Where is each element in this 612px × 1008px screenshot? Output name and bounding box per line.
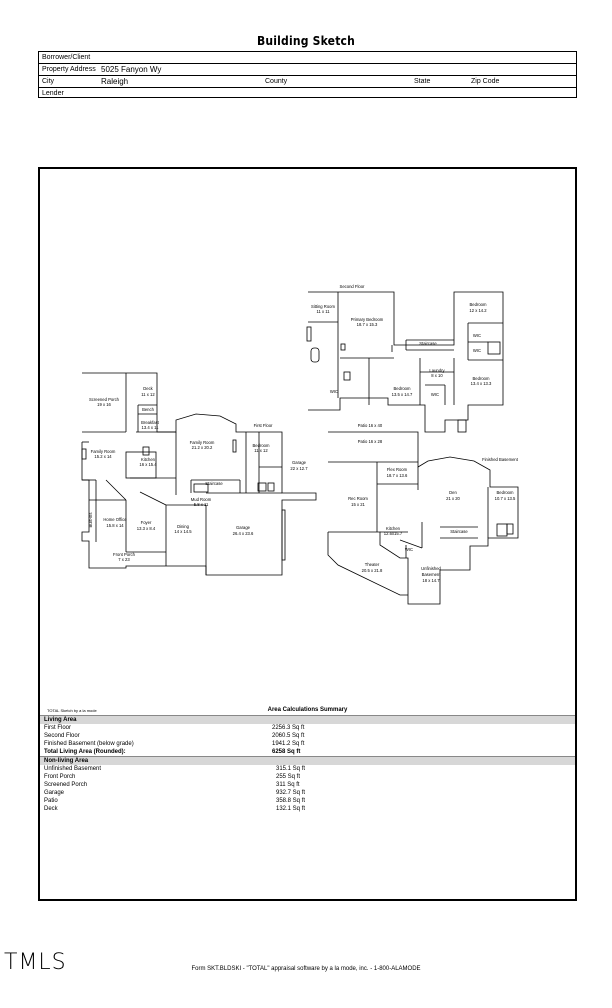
label-den-dim: 21 x 20 [446,496,460,501]
total-value: 6258 Sq ft [272,749,301,755]
row-value: 255 Sq ft [276,774,301,780]
row-name: Finished Basement (below grade) [44,741,134,747]
living-area-heading: Living Area [40,715,575,724]
page-title: Building Sketch [256,34,356,48]
label-kitchen-b: Kitchen [386,526,400,531]
row-name: First Floor [44,725,71,731]
label-bench: Bench [142,407,154,412]
label-bedroom-a: Bedroom [469,302,487,307]
label-screened-porch-dim: 19 x 16 [97,402,111,407]
row-name: Front Porch [44,774,76,780]
label-theater-dim: 20.5 x 21.8 [361,568,383,573]
label-bedroom-e: Bedroom [496,490,514,495]
label-staircase-b: Staircase [205,481,223,486]
table-row [40,724,575,732]
label-kitchen-b-dim: 12.6x15.7 [383,531,403,536]
table-row [40,773,575,781]
label-laundry: Laundry [429,368,445,373]
label-garage-a-dim: 22 x 12.7 [290,466,308,471]
total-row [40,748,575,756]
lender-label: Lender [42,90,64,97]
county-label: County [265,78,288,85]
label-breakfast: Breakfast [141,420,159,425]
table-row [40,732,575,740]
label-primary-bedroom: Primary Bedroom [350,317,384,322]
table-row [40,789,575,797]
table-row [40,765,575,773]
zip-label: Zip Code [471,78,500,85]
label-garage-b: Garage [236,525,250,530]
borrower-label: Borrower/Client [42,54,91,61]
label-mud-room-dim: 5.8 x 11 [193,502,209,507]
label-unfinished-basement-2: Basement [421,572,441,577]
row-name: Unfinished Basement [44,766,102,772]
row-value: 315.1 Sq ft [276,766,306,772]
label-family-room-b-dim: 21.2 x 20.2 [191,445,213,450]
label-unfinished-basement: Unfinished [421,566,441,571]
city-value: Raleigh [101,77,129,86]
sketch-by-label: TOTAL Sketch by a la mode [47,708,97,713]
table-row [40,797,575,805]
table-row [40,805,575,813]
label-wic-c: WIC [430,392,440,397]
address-value: 5025 Fanyon Wy [101,65,162,74]
label-breakfast-dim: 13.4 x 11 [141,425,159,430]
row-name: Second Floor [44,733,80,739]
address-label: Property Address [42,66,96,73]
label-den: Den [449,490,457,495]
row-name: Deck [44,806,58,812]
label-dining-dim: 14 x 14.5 [174,529,192,534]
label-flex-room: Flex Room [386,467,408,472]
label-staircase-a: Staircase [419,341,437,346]
label-bedroom-e-dim: 10.7 x 13.5 [494,496,516,501]
table-row [40,781,575,789]
label-wic-a: WIC [472,333,482,338]
summary-title: Area Calculations Summary [267,707,348,713]
label-wic-d: WIC [329,389,339,394]
label-home-office: Home Office [103,517,127,522]
label-sitting-room-dim: 11 x 11 [316,309,330,314]
label-patio-a: Patio 16 x 40 [357,423,383,428]
label-front-porch-dim: 7 x 23 [118,557,130,562]
label-unfinished-basement-dim: 18 x 14.7 [422,578,440,583]
city-row [39,76,576,88]
address-row [39,64,576,76]
nonliving-area-heading: Non-living Area [40,756,575,765]
label-family-room-a-dim: 15.2 x 14 [94,454,112,459]
footer-text: Form SKT.BLDSKI - "TOTAL" appraisal software by a la mode, inc. - 1-800-ALAMODE [191,966,421,972]
label-deck: Deck [143,386,153,391]
property-header [38,51,577,98]
label-screened-porch: Screened Porch [88,397,120,402]
label-home-office-dim: 15.8 x 14 [106,523,124,528]
row-value: 311 Sq ft [276,782,300,788]
row-name: Screened Porch [44,782,88,788]
label-front-porch: Front Porch [113,552,135,557]
label-rec-room-dim: 15 x 21 [351,502,365,507]
label-primary-bedroom-dim: 18.7 x 15.3 [356,322,378,327]
label-family-room-b: Family Room [189,440,215,445]
label-laundry-dim: 8 x 10 [431,373,443,378]
label-wic-e: WIC [404,547,414,552]
total-name: Total Living Area (Rounded): [44,749,126,755]
label-flex-room-dim: 18.7 x 13.6 [386,473,408,478]
label-dining: Dining [177,524,189,529]
label-staircase-c: Staircase [450,529,468,534]
label-garage-b-dim: 26.4 x 23.6 [232,531,254,536]
area-summary [40,715,575,813]
label-kitchen-a: Kitchen [141,457,155,462]
row-name: Garage [44,790,65,796]
lender-row [39,88,576,99]
label-theater: Theater [364,562,380,567]
label-bedroom-c-dim: 13.4 x 13.3 [470,381,492,386]
state-label: State [414,78,431,85]
label-rec-room: Rec Room [348,496,368,501]
row-value: 1941.2 Sq ft [272,741,305,747]
label-sitting-room: Sitting Room [311,304,335,309]
floor-plan-sketch [40,169,575,709]
label-bedroom-c: Bedroom [472,376,490,381]
label-kitchen-a-dim: 16 x 15.4 [139,462,157,467]
label-family-room-a: Family Room [90,449,116,454]
table-row [40,740,575,748]
label-first-floor: First Floor [253,423,273,428]
label-bedroom-b-dim: 13.5 x 14.7 [391,392,413,397]
label-patio-b: Patio 16 x 28 [357,439,383,444]
label-finished-basement: Finished Basement [482,457,518,462]
row-value: 932.7 Sq ft [276,790,306,796]
label-foyer-dim: 13.3 x 8.4 [136,526,156,531]
city-label: City [42,78,55,85]
row-name: Patio [44,798,58,804]
row-value: 358.8 Sq ft [276,798,306,804]
label-second-floor: Second Floor [339,284,365,289]
tmls-logo: TMLS [4,950,67,975]
label-bedroom-b: Bedroom [393,386,411,391]
label-garage-a: Garage [292,460,306,465]
label-bedroom-d-dim: 11 x 12 [254,448,268,453]
row-value: 2060.5 Sq ft [272,733,305,739]
row-value: 132.1 Sq ft [276,806,306,812]
label-bedroom-d: Bedroom [252,443,270,448]
label-deck-dim: 11 x 12 [141,392,155,397]
label-bedroom-a-dim: 12 x 14.2 [469,308,487,313]
label-mud-room: Mud Room [190,497,212,502]
row-value: 2256.3 Sq ft [272,725,305,731]
label-built-ins: Built-ins [88,512,93,528]
label-wic-b: WIC [472,348,482,353]
borrower-row [39,52,576,64]
label-foyer: Foyer [140,520,152,525]
